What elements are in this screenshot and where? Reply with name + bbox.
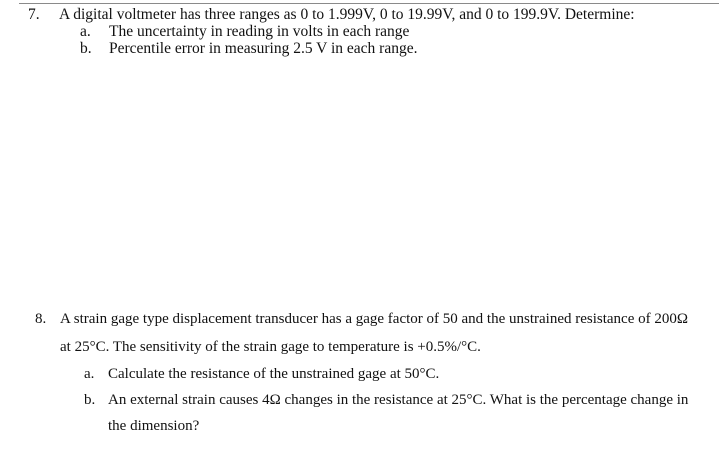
question-text-line: A strain gage type displacement transducer has a gage factor of 50 and the unstrained resistance of 200Ω: [60, 311, 689, 327]
question-text: A digital voltmeter has three ranges as 0 to 1.999V, 0 to 19.99V, and 0 to 199.9V. Determine:: [59, 6, 635, 23]
question-number: 7.: [28, 6, 40, 23]
part-text: Percentile error in measuring 2.5 V in each range.: [109, 40, 418, 57]
question-number: 8.: [35, 311, 47, 327]
part-text-line: An external strain causes 4Ω changes in the resistance at 25°C. What is the percentage change in: [108, 392, 689, 408]
part-label: b.: [80, 40, 92, 57]
part-text-line: Calculate the resistance of the unstrained gage at 50°C.: [108, 366, 440, 382]
question-text-line: at 25°C. The sensitivity of the strain gage to temperature is +0.5%/°C.: [60, 339, 481, 355]
part-text-line: the dimension?: [108, 418, 200, 434]
part-text: The uncertainty in reading in volts in each range: [109, 23, 410, 40]
part-label: a.: [84, 366, 95, 382]
part-label: b.: [84, 392, 96, 408]
top-border-rule: [19, 3, 719, 4]
part-label: a.: [80, 23, 91, 40]
